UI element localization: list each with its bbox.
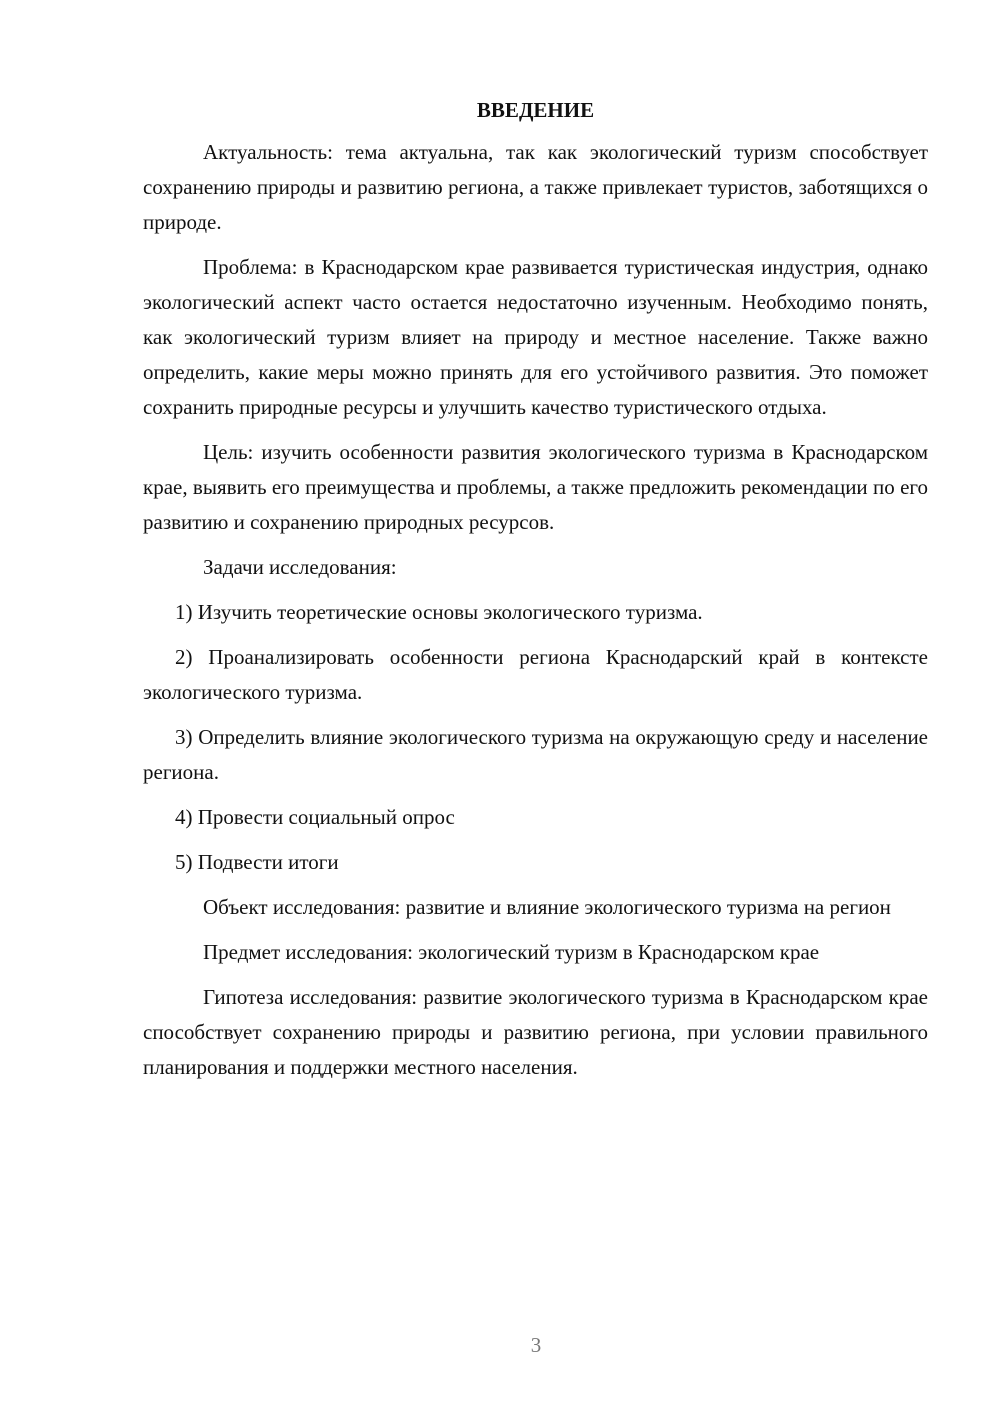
relevance-paragraph: Актуальность: тема актуальна, так как экологический туризм способствует сохранению природы и развитию региона, а также привлекает туристов, заботящихся о природе. bbox=[143, 140, 928, 234]
page-number: 3 bbox=[530, 1333, 542, 1357]
object-paragraph: Объект исследования: развитие и влияние экологического туризма на регион bbox=[203, 895, 891, 919]
subject-paragraph: Предмет исследования: экологический туризм в Краснодарском крае bbox=[203, 940, 820, 964]
section-title: ВВЕДЕНИЕ bbox=[476, 98, 595, 122]
task-item-4: 4) Провести социальный опрос bbox=[175, 805, 455, 829]
document-page bbox=[143, 93, 928, 1095]
task-item-5: 5) Подвести итоги bbox=[175, 850, 339, 874]
hypothesis-paragraph: Гипотеза исследования: развитие экологического туризма в Краснодарском крае способствует сохранению природы и развитию региона, при условии правильного планирования и поддержки местного населения. bbox=[143, 985, 928, 1079]
tasks-heading: Задачи исследования: bbox=[203, 555, 397, 579]
problem-paragraph: Проблема: в Краснодарском крае развивается туристическая индустрия, однако экологический аспект часто остается недостаточно изученным. Необходимо понять, как экологический туризм влияет на природу и местное население. Также важно определить, какие меры можно принять для его устойчивого развития. Это поможет сохранить природные ресурсы и улучшить качество туристического отдыха. bbox=[143, 255, 928, 419]
task-item-3: 3) Определить влияние экологического туризма на окружающую среду и население региона. bbox=[143, 725, 928, 784]
task-item-1: 1) Изучить теоретические основы экологического туризма. bbox=[175, 600, 703, 624]
goal-paragraph: Цель: изучить особенности развития экологического туризма в Краснодарском крае, выявить его преимущества и проблемы, а также предложить рекомендации по его развитию и сохранению природных ресурсов. bbox=[143, 440, 928, 534]
task-item-2: 2) Проанализировать особенности региона Краснодарский край в контексте экологического туризма. bbox=[143, 645, 928, 704]
